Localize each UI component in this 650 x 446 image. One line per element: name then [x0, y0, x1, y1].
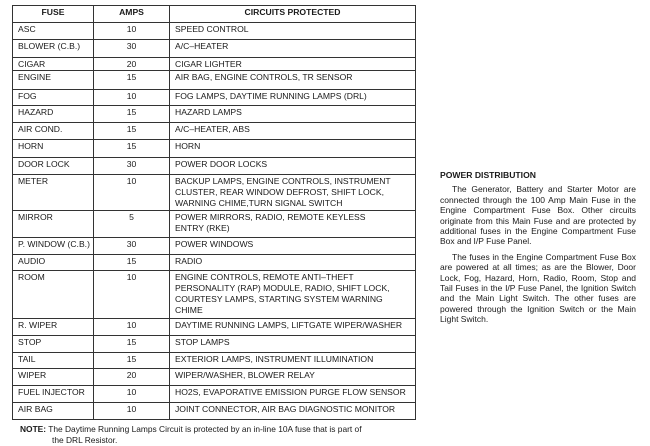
circuit-line: HAZARD LAMPS	[175, 107, 242, 117]
circuits-cell	[170, 123, 416, 140]
circuits-cell	[170, 353, 416, 369]
fuse-cell: BLOWER (C.B.)	[13, 40, 94, 58]
table-row	[13, 40, 416, 58]
amps-cell: 10	[94, 271, 170, 319]
table-row	[13, 319, 416, 336]
circuit-line: FOG LAMPS, DAYTIME RUNNING LAMPS (DRL)	[175, 91, 367, 101]
circuits-cell	[170, 40, 416, 58]
header-fuse: FUSE	[13, 6, 94, 23]
table-row	[13, 238, 416, 255]
circuits-cell	[170, 238, 416, 255]
amps-cell: 15	[94, 71, 170, 90]
fuse-cell: TAIL	[13, 353, 94, 369]
circuit-line: EXTERIOR LAMPS, INSTRUMENT ILLUMINATION	[175, 354, 374, 364]
amps-cell: 10	[94, 403, 170, 420]
amps-cell: 10	[94, 175, 170, 211]
circuits-cell	[170, 336, 416, 353]
table-row	[13, 403, 416, 420]
header-circuits: CIRCUITS PROTECTED	[170, 6, 416, 23]
circuit-line: POWER WINDOWS	[175, 239, 254, 249]
table-row	[13, 386, 416, 403]
header-amps: AMPS	[94, 6, 170, 23]
table-row	[13, 353, 416, 369]
amps-cell: 10	[94, 90, 170, 106]
fuse-cell: P. WINDOW (C.B.)	[13, 238, 94, 255]
paragraph: The Generator, Battery and Starter Motor are connected through the 100 Amp Main Fuse in the Engine Compartment Fuse Box. Other circuits originate from this Main Fuse and are protected by additional fuses in the Engine Compartment Fuse Box and I/P Fuse Panel.	[440, 184, 636, 247]
circuit-line: WIPER/WASHER, BLOWER RELAY	[175, 370, 315, 380]
table-row	[13, 158, 416, 175]
circuit-line: STOP LAMPS	[175, 337, 230, 347]
fuse-cell: ENGINE	[13, 71, 94, 90]
circuit-line: A/C–HEATER	[175, 41, 229, 51]
amps-cell: 15	[94, 123, 170, 140]
note	[20, 424, 420, 446]
table-row	[13, 271, 416, 319]
circuit-line: RADIO	[175, 256, 203, 266]
circuit-line: CIGAR LIGHTER	[175, 59, 242, 69]
circuits-cell	[170, 175, 416, 211]
circuit-line: HO2S, EVAPORATIVE EMISSION PURGE FLOW SENSOR	[175, 387, 406, 397]
circuits-cell	[170, 319, 416, 336]
circuits-cell	[170, 71, 416, 90]
power-distribution-title: POWER DISTRIBUTION	[440, 170, 536, 180]
amps-cell: 30	[94, 238, 170, 255]
amps-cell: 5	[94, 211, 170, 238]
fuse-cell: WIPER	[13, 369, 94, 386]
circuit-line: PERSONALITY (RAP) MODULE, RADIO, SHIFT LOCK,	[175, 283, 390, 293]
circuits-cell	[170, 255, 416, 271]
amps-cell: 15	[94, 255, 170, 271]
fuse-cell: AUDIO	[13, 255, 94, 271]
note-continuation: the DRL Resistor.	[52, 435, 118, 445]
fuse-cell: FOG	[13, 90, 94, 106]
fuse-cell: METER	[13, 175, 94, 211]
amps-cell: 30	[94, 40, 170, 58]
table-row	[13, 71, 416, 90]
fuse-cell: STOP	[13, 336, 94, 353]
circuits-cell	[170, 369, 416, 386]
circuits-cell	[170, 140, 416, 158]
table-header-row	[13, 6, 416, 23]
table-row	[13, 90, 416, 106]
fuse-cell: AIR COND.	[13, 123, 94, 140]
fuse-cell: ROOM	[13, 271, 94, 319]
note-text: The Daytime Running Lamps Circuit is protected by an in-line 10A fuse that is part of	[48, 424, 362, 434]
amps-cell: 10	[94, 386, 170, 403]
fuse-cell: DOOR LOCK	[13, 158, 94, 175]
circuit-line: SPEED CONTROL	[175, 24, 249, 34]
fuse-cell: HAZARD	[13, 106, 94, 123]
fuse-cell: MIRROR	[13, 211, 94, 238]
circuit-line: CHIME	[175, 305, 203, 315]
fuse-cell: FUEL INJECTOR	[13, 386, 94, 403]
circuits-cell	[170, 90, 416, 106]
circuit-line: BACKUP LAMPS, ENGINE CONTROLS, INSTRUMENT	[175, 176, 391, 186]
fuse-table	[12, 5, 416, 420]
amps-cell: 15	[94, 353, 170, 369]
amps-cell: 10	[94, 23, 170, 40]
circuits-cell	[170, 211, 416, 238]
circuits-cell	[170, 403, 416, 420]
paragraph: The fuses in the Engine Compartment Fuse Box are powered at all times; as are the Blower, Door Lock, Fog, Hazard, Horn, Radio, Room, Stop and Tail Fuses in the I/P Fuse Panel, the Ignition Switch and the Main Light Switch. The other fuses are powered through the Ignition Switch or the Main Light Switch.	[440, 251, 636, 325]
circuits-cell	[170, 106, 416, 123]
circuit-line: HORN	[175, 141, 201, 151]
circuits-cell	[170, 158, 416, 175]
circuit-line: CLUSTER, REAR WINDOW DEFROST, SHIFT LOCK,	[175, 187, 384, 197]
fuse-cell: R. WIPER	[13, 319, 94, 336]
table-row	[13, 175, 416, 211]
note-label: NOTE:	[20, 424, 47, 434]
fuse-cell: AIR BAG	[13, 403, 94, 420]
circuit-line: ENTRY (RKE)	[175, 223, 230, 233]
amps-cell: 20	[94, 58, 170, 71]
amps-cell: 10	[94, 319, 170, 336]
amps-cell: 30	[94, 158, 170, 175]
circuits-cell	[170, 58, 416, 71]
table-row	[13, 140, 416, 158]
circuit-line: WARNING CHIME,TURN SIGNAL SWITCH	[175, 198, 343, 208]
table-row	[13, 123, 416, 140]
circuit-line: DAYTIME RUNNING LAMPS, LIFTGATE WIPER/WASHER	[175, 320, 403, 330]
circuit-line: ENGINE CONTROLS, REMOTE ANTI–THEFT	[175, 272, 354, 282]
table-row	[13, 58, 416, 71]
amps-cell: 15	[94, 106, 170, 123]
circuit-line: A/C–HEATER, ABS	[175, 124, 250, 134]
table-row	[13, 106, 416, 123]
table-row	[13, 211, 416, 238]
circuit-line: COURTESY LAMPS, STARTING SYSTEM WARNING	[175, 294, 383, 304]
amps-cell: 15	[94, 336, 170, 353]
table-row	[13, 255, 416, 271]
circuit-line: POWER DOOR LOCKS	[175, 159, 268, 169]
circuits-cell	[170, 386, 416, 403]
circuit-line: AIR BAG, ENGINE CONTROLS, TR SENSOR	[175, 72, 353, 82]
table-row	[13, 336, 416, 353]
amps-cell: 15	[94, 140, 170, 158]
table-row	[13, 369, 416, 386]
amps-cell: 20	[94, 369, 170, 386]
fuse-cell: HORN	[13, 140, 94, 158]
fuse-cell: CIGAR	[13, 58, 94, 71]
power-distribution	[440, 170, 636, 330]
circuits-cell	[170, 271, 416, 319]
circuit-line: POWER MIRRORS, RADIO, REMOTE KEYLESS	[175, 212, 366, 222]
table-row	[13, 23, 416, 40]
circuits-cell	[170, 23, 416, 40]
fuse-cell: ASC	[13, 23, 94, 40]
circuit-line: JOINT CONNECTOR, AIR BAG DIAGNOSTIC MONITOR	[175, 404, 396, 414]
